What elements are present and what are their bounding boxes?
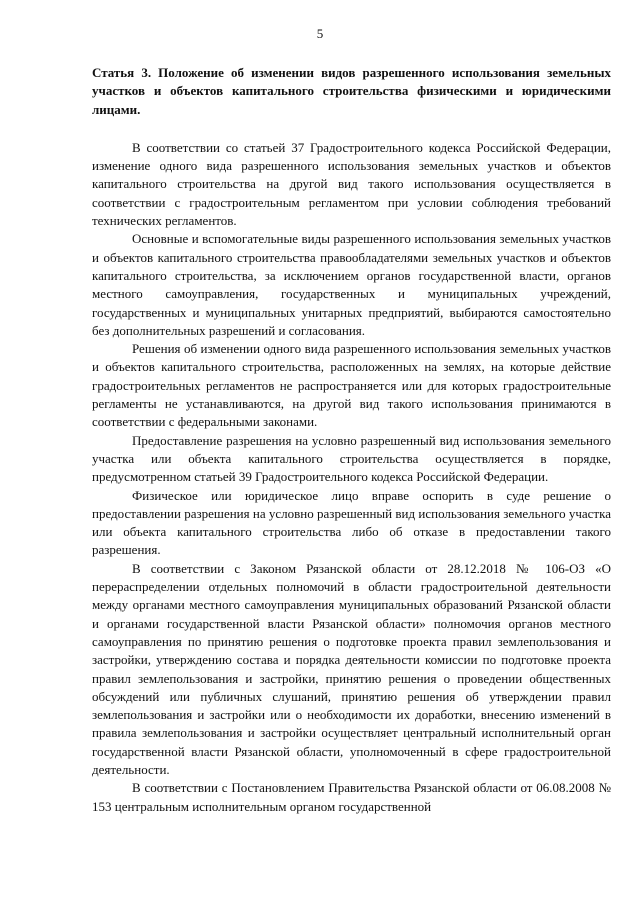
paragraph-4: Предоставление разрешения на условно разрешенный вид использования земельного участка или объекта капитального строительства осуществляется в порядке, предусмотренном статьей 39 Градостроительного кодекса Российской Федерации. xyxy=(92,432,611,485)
page-content xyxy=(92,64,611,816)
paragraph-5: Физическое или юридическое лицо вправе оспорить в суде решение о предоставлении разрешения на условно разрешенный вид использования земельного участка или объекта капитального строительства либо об отказе в предоставлении такого разрешения. xyxy=(92,487,611,558)
paragraph-2: Основные и вспомогательные виды разрешенного использования земельных участков и объектов капитального строительства правообладателями земельных участков и объектов капитального строительства, за исключением органов государственной власти, органов местного самоуправления, государственных и муниципальных учреждений, государственных и муниципальных унитарных предприятий, выбираются самостоятельно без дополнительных разрешений и согласования. xyxy=(92,231,611,338)
article-title: Статья 3. Положение об изменении видов разрешенного использования земельных участков и объектов капитального строительства физическими и юридическими лицами. xyxy=(92,65,611,117)
paragraph-7: В соответствии с Постановлением Правительства Рязанской области от 06.08.2008 № 153 центральным исполнительным органом государственной xyxy=(92,780,611,814)
page-number: 5 xyxy=(316,26,324,41)
paragraph-3: Решения об изменении одного вида разрешенного использования земельных участков и объектов капитального строительства, расположенных на землях, на которые действие градостроительных регламентов не распространяется или для которых градостроительные регламенты не устанавливаются, на другой вид такого использования принимаются в соответствии с федеральными законами. xyxy=(92,341,611,430)
paragraph-1: В соответствии со статьей 37 Градостроительного кодекса Российской Федерации, изменение одного вида разрешенного использования земельных участков и объектов капитального строительства на другой вид такого использования осуществляется в соответствии с градостроительным регламентом при условии соблюдения требований технических регламентов. xyxy=(92,139,611,229)
paragraph-6: В соответствии с Законом Рязанской области от 28.12.2018 № 106-ОЗ «О перераспределении отдельных полномочий в области градостроительной деятельности между органами местного самоуправления муниципальных образований Рязанской области и органами государственной власти Рязанской области» полномочия органов местного самоуправления по принятию решения о подготовке проекта правил землепользования и застройки, утверждению состава и порядка деятельности комиссии по подготовке проекта правил землепользования и застройки, принятию решения о проведении общественных обсуждений или публичных слушаний, принятию решения об утверждении правил землепользования и застройки или о необходимости их доработки, внесению изменений в правила землепользования и застройки осуществляет центральный исполнительный орган государственной власти Рязанской области, уполномоченный в сфере градостроительной деятельности. xyxy=(92,560,611,777)
